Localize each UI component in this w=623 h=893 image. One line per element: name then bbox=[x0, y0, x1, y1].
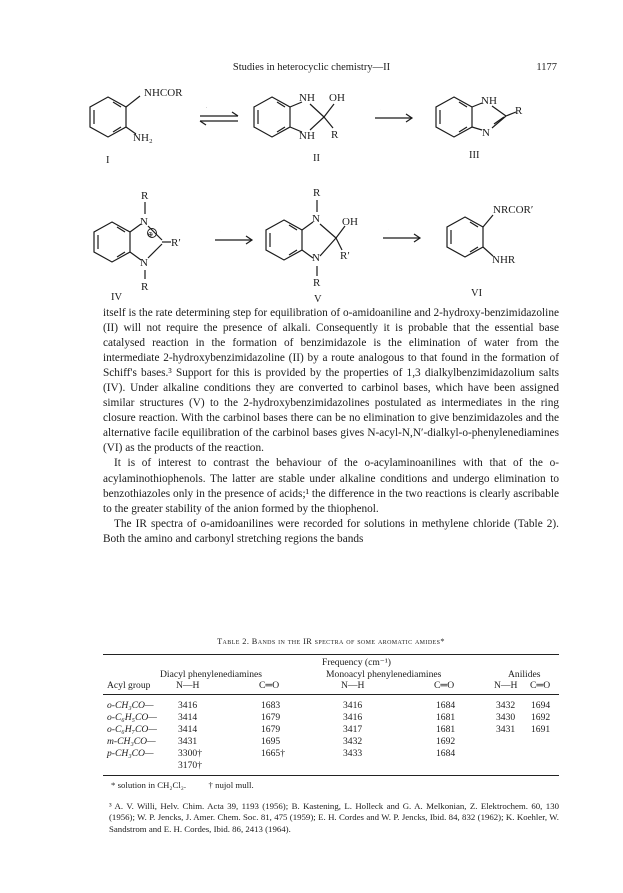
VI-substituent-1: NRCOR′ bbox=[493, 204, 534, 216]
group-header-monoacyl: Monoacyl phenylenediamines bbox=[326, 669, 442, 680]
table-cell: 1684 bbox=[436, 748, 456, 759]
structure-VI bbox=[447, 215, 493, 257]
table-cell: 1692 bbox=[436, 736, 456, 747]
label-II: II bbox=[313, 153, 320, 164]
table-cell: 3300† bbox=[178, 748, 202, 759]
II-nh-top: NH bbox=[299, 92, 315, 104]
table-cell: 1679 bbox=[261, 724, 281, 735]
table-cell: 3416 bbox=[343, 712, 363, 723]
table-cell: 3416 bbox=[178, 700, 198, 711]
IV-n-bottom: N bbox=[140, 257, 148, 269]
IV-n-top: N bbox=[140, 216, 148, 228]
table-cell: 3416 bbox=[343, 700, 363, 711]
table-cell: 3433 bbox=[343, 748, 363, 759]
table-cell: 1681 bbox=[436, 724, 456, 735]
table-top-rule bbox=[103, 654, 559, 655]
I-substituent-2: NH₂ bbox=[133, 132, 153, 144]
table-cell: 1695 bbox=[261, 736, 281, 747]
arrow-4-symbol: → bbox=[388, 230, 389, 231]
arrow-2-symbol: → bbox=[380, 110, 381, 111]
table-notes bbox=[111, 780, 559, 792]
table-cell: o-C₆H₅CO— bbox=[107, 712, 157, 723]
reaction-arrow-II-III bbox=[375, 114, 412, 122]
table-bottom-rule bbox=[103, 775, 559, 776]
table-cell: 3431 bbox=[496, 724, 516, 735]
structure-I bbox=[90, 96, 140, 137]
reaction-arrow-V-VI bbox=[383, 234, 420, 242]
table-cell: o-C₆H₇CO— bbox=[107, 724, 157, 735]
running-title: Studies in heterocyclic chemistry—II bbox=[232, 62, 391, 73]
IV-charge: ⊕ bbox=[147, 230, 154, 239]
note-solution: * solution in CH₂Cl₂. bbox=[111, 780, 187, 790]
III-nh: NH bbox=[481, 95, 497, 107]
col-header-co-anilide: C═O bbox=[530, 680, 551, 691]
table-cell: 1692 bbox=[531, 712, 551, 723]
table-cell: 1665† bbox=[261, 748, 285, 759]
II-r: R bbox=[331, 129, 339, 141]
footnotes bbox=[103, 780, 559, 835]
table-cell: 3432 bbox=[496, 700, 516, 711]
label-I: I bbox=[106, 155, 110, 166]
II-oh: OH bbox=[329, 92, 345, 104]
V-n-top: N bbox=[312, 213, 320, 225]
paragraph: itself is the rate determining step for equilibration of o-amidoaniline and 2-hydroxy-benzimidazoline (II) will not require the presence of alkali. Consequently it is probable that the essential base catalysed reaction in the formation of benzimidazole is the elimination of water from the intermediate 2-hydroxybenzimidazoline (II) by a route analogous to that found in the formation of Schiff's bases.³ Support for this is provided by the properties of 1,3 dialkylbenzimidazolium salts (IV). Under alkaline conditions they are converted to carbinol bases, which have been assigned similar structures (V) to the 2-hydroxybenzimidazolines postulated as intermediates in the ring closure reaction. With the carbinol bases there can be no elimination to give benzimidazoles and the alternative facile equilibration of the carbinol bases gives N-acyl-N,N′-dialkyl-o-phenylenediamines (VI) as the products of the reaction. bbox=[103, 307, 559, 455]
arrow-1-symbol: ⇌ bbox=[206, 108, 207, 109]
arrow-3-symbol: → bbox=[220, 232, 221, 233]
table-cell: 1694 bbox=[531, 700, 551, 711]
equilibrium-arrow bbox=[200, 112, 238, 125]
col-header-nh-monoacyl: N—H bbox=[341, 680, 365, 691]
group-header-diacyl: Diacyl phenylenediamines bbox=[160, 669, 263, 680]
table-cell: 3432 bbox=[343, 736, 363, 747]
col-header-nh-diacyl: N—H bbox=[176, 680, 200, 691]
label-V: V bbox=[314, 294, 322, 305]
reference-3: ³ A. V. Willi, Helv. Chim. Acta 39, 1193 (1956); B. Kastening, L. Holleck and G. A. Melkonian, Z. Elektrochem. 60, 130 (1956); W. P. Jencks, J. Amer. Chem. Soc. 81, 475 (1959); E. H. Cordes and W. P. Jencks, Ibid. 84, 832 (1962); K. Koehler, W. Sandstrom and E. H. Cordes, Ibid. 86, 2413 (1964). bbox=[109, 800, 559, 834]
table-cell: 3170† bbox=[178, 760, 202, 771]
table-cell: 3414 bbox=[178, 724, 198, 735]
structure-III bbox=[436, 97, 516, 137]
reaction-schemes bbox=[0, 0, 623, 310]
col-header-nh-anilide: N—H bbox=[494, 680, 518, 691]
table-header-rule bbox=[103, 694, 559, 695]
group-header-anilides: Anilides bbox=[508, 669, 541, 680]
table-cell: p-CH₃CO— bbox=[107, 748, 154, 759]
note-nujol: † nujol mull. bbox=[208, 780, 254, 790]
paragraph: It is of interest to contrast the behaviour of the o-acylaminoanilines with that of the o-acylaminothiophenols. The latter are stable under alkaline conditions and undergo elimination to benzothiazoles only in the presence of acids;¹ the difference in the two reactions is clearly ascribable to the greater stability of the anion formed by the thiophenol. bbox=[103, 457, 559, 515]
structure-V bbox=[266, 200, 345, 276]
col-header-co-diacyl: C═O bbox=[259, 680, 280, 691]
table-cell: m-CH₃CO— bbox=[107, 736, 156, 747]
structure-IV bbox=[94, 202, 171, 279]
structure-II bbox=[254, 97, 334, 137]
table-cell: 3414 bbox=[178, 712, 198, 723]
label-VI: VI bbox=[471, 288, 483, 299]
page-number: 1177 bbox=[536, 62, 557, 73]
V-r-bottom: R bbox=[313, 277, 321, 289]
paragraph: The IR spectra of o-amidoanilines were recorded for solutions in methylene chloride (Table 2). Both the amino and carbonyl stretching regions the bands bbox=[103, 517, 559, 545]
col-header-acyl-group: Acyl group bbox=[107, 680, 151, 691]
table-cell: 1679 bbox=[261, 712, 281, 723]
V-oh: OH bbox=[342, 216, 358, 228]
II-nh-bottom: NH bbox=[299, 130, 315, 142]
I-substituent-1: NHCOR bbox=[144, 87, 183, 99]
reaction-arrow-IV-V bbox=[215, 236, 252, 244]
table-cell: o-CH₃CO— bbox=[107, 700, 154, 711]
label-III: III bbox=[469, 150, 480, 161]
III-n: N bbox=[482, 127, 490, 139]
col-header-co-monoacyl: C═O bbox=[434, 680, 455, 691]
label-IV: IV bbox=[111, 292, 123, 303]
table-cell: 3430 bbox=[496, 712, 516, 723]
table-cell: 1684 bbox=[436, 700, 456, 711]
V-r-prime: R′ bbox=[340, 250, 350, 262]
III-r: R bbox=[515, 105, 523, 117]
VI-substituent-2: NHR bbox=[492, 254, 516, 266]
table-cell: 3431 bbox=[178, 736, 198, 747]
IV-r-prime: R′ bbox=[171, 237, 181, 249]
IV-r-top: R bbox=[141, 190, 149, 202]
frequency-header: Frequency (cm⁻¹) bbox=[322, 657, 391, 668]
IV-r-bottom: R bbox=[141, 281, 149, 293]
table-cell: 1683 bbox=[261, 700, 281, 711]
body-text bbox=[103, 306, 559, 547]
table-cell: 1691 bbox=[531, 724, 551, 735]
table-cell: 3417 bbox=[343, 724, 363, 735]
V-n-bottom: N bbox=[312, 252, 320, 264]
table-caption: Table 2. Bands in the IR spectra of some aromatic amides* bbox=[217, 637, 445, 646]
table-cell: 1681 bbox=[436, 712, 456, 723]
V-r-top: R bbox=[313, 187, 321, 199]
